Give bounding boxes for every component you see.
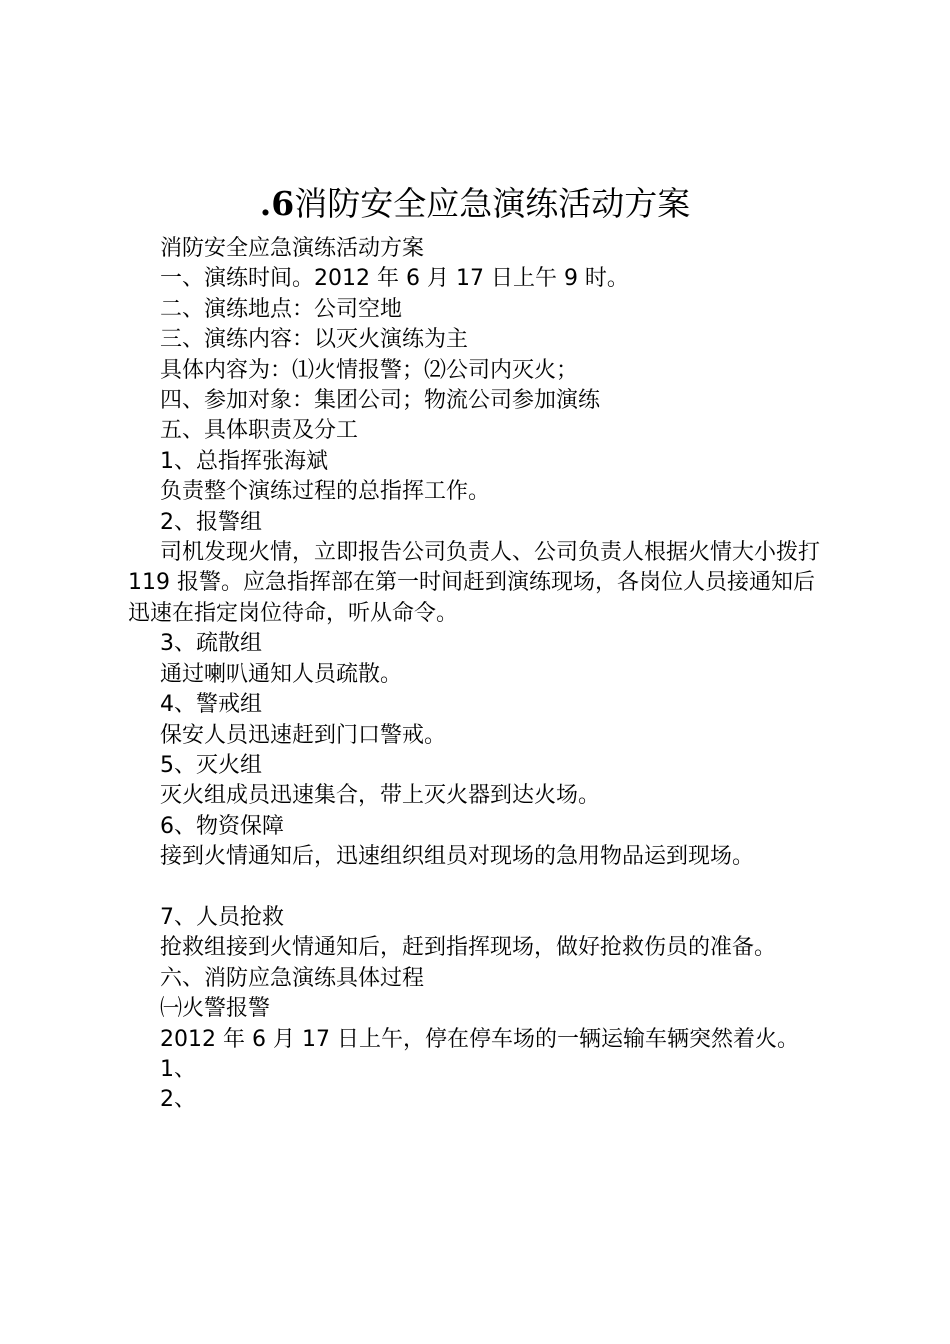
paragraph: 灭火组成员迅速集合，带上灭火器到达火场。 — [160, 783, 601, 809]
paragraph: 六、消防应急演练具体过程 — [160, 965, 425, 991]
paragraph: 司机发现火情，立即报告公司负责人、公司负责人根据火情大小拨打 119 报警。应急指挥部在第一时间赶到演练现场，各岗位人员接通知后迅速在指定岗位待命，听从命令。 — [128, 540, 821, 626]
title-number: .6 — [259, 184, 295, 223]
paragraph: 3、疏散组 — [160, 631, 262, 657]
paragraph: 消防安全应急演练活动方案 — [160, 236, 425, 261]
paragraph: 通过喇叭通知人员疏散。 — [160, 661, 403, 687]
paragraph: 接到火情通知后，迅速组织组员对现场的急用物品运到现场。 — [160, 844, 755, 870]
blank-line — [128, 873, 828, 903]
document-title — [0, 180, 950, 228]
paragraph: 一、演练时间。2012 年 6 月 17 日上午 9 时。 — [160, 266, 629, 292]
paragraph: 2、报警组 — [160, 509, 262, 535]
paragraph: 抢救组接到火情通知后，赶到指挥现场，做好抢救伤员的准备。 — [160, 935, 777, 961]
paragraph: 2012 年 6 月 17 日上午，停在停车场的一辆运输车辆突然着火。 — [160, 1026, 799, 1052]
paragraph: 三、演练内容：以灭火演练为主 — [160, 327, 469, 353]
paragraph: 二、演练地点：公司空地 — [160, 296, 403, 322]
paragraph: 1、 — [160, 1056, 196, 1082]
paragraph: 7、人员抢救 — [160, 904, 284, 930]
paragraph: 5、灭火组 — [160, 752, 262, 778]
document-body — [128, 234, 828, 1116]
paragraph: 具体内容为：⑴火情报警；⑵公司内灭火； — [160, 357, 579, 383]
paragraph: 四、参加对象：集团公司；物流公司参加演练 — [160, 388, 601, 414]
paragraph: 负责整个演练过程的总指挥工作。 — [160, 479, 491, 505]
paragraph: 2、 — [160, 1087, 196, 1113]
title-text: 消防安全应急演练活动方案 — [294, 184, 691, 223]
paragraph: ㈠火警报警 — [160, 996, 271, 1022]
paragraph: 6、物资保障 — [160, 813, 284, 839]
paragraph: 1、总指挥张海斌 — [160, 448, 328, 474]
paragraph: 4、警戒组 — [160, 692, 262, 718]
paragraph: 五、具体职责及分工 — [160, 418, 359, 444]
paragraph: 保安人员迅速赶到门口警戒。 — [160, 722, 447, 748]
